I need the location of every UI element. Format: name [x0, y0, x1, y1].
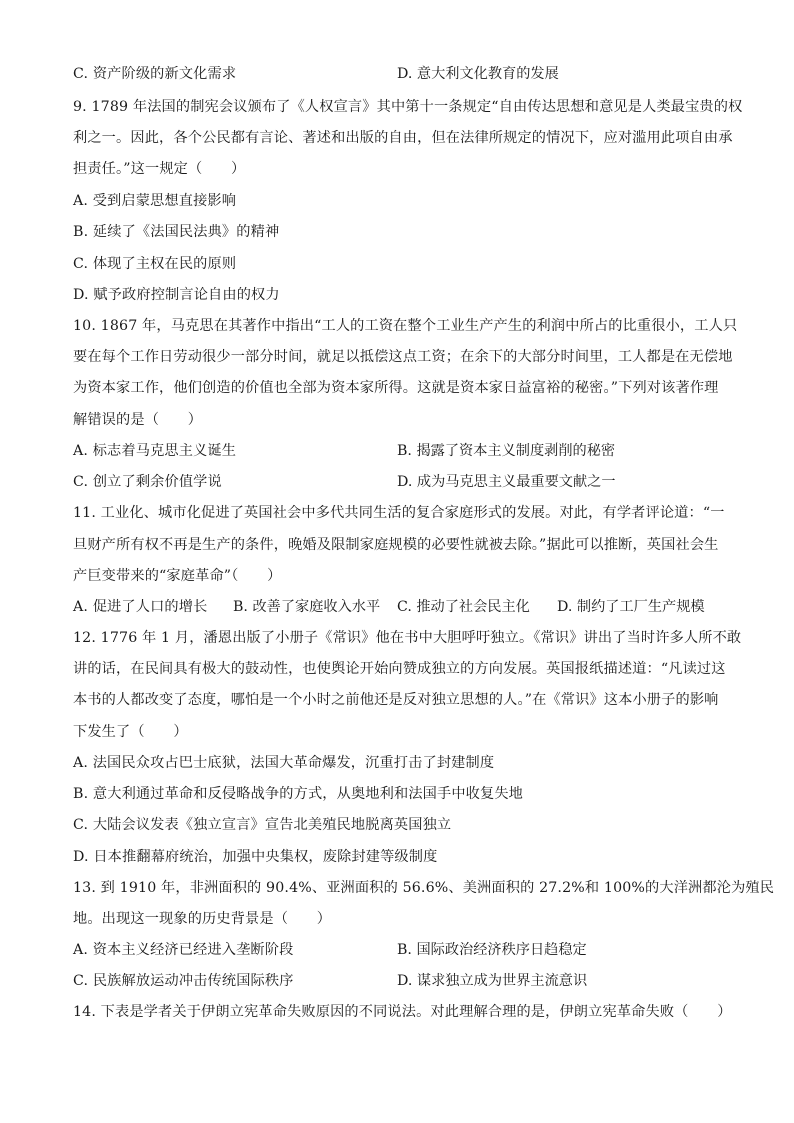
- q13-stem-line: 13. 到 1910 年，非洲面积的 90.4%、亚洲面积的 56.6%、美洲面积的 27.2%和 100%的大洋洲都沦为殖民: [73, 880, 775, 896]
- q11-option-a: A. 促进了人口的增长: [73, 599, 208, 615]
- q12-option-d: D. 日本推翻幕府统治，加强中央集权，废除封建等级制度: [73, 849, 438, 865]
- q12-option-a: A. 法国民众攻占巴士底狱，法国大革命爆发，沉重打击了封建制度: [73, 755, 495, 771]
- q11-option-b: B. 改善了家庭收入水平: [233, 599, 381, 615]
- q11-stem-line: 11. 工业化、城市化促进了英国社会中多代共同生活的复合家庭形式的发展。对此，有学者评论道：“一: [73, 505, 725, 521]
- q10-option-a: A. 标志着马克思主义诞生: [73, 443, 237, 459]
- q9-option-b: B. 延续了《法国民法典》的精神: [73, 224, 280, 240]
- q12-stem-line: 本书的人都改变了态度，哪怕是一个小时之前他还是反对独立思想的人。”在《常识》这本小册子的影响: [73, 692, 719, 708]
- q9-option-c: C. 体现了主权在民的原则: [73, 256, 237, 272]
- q11-stem-line: 旦财产所有权不再是生产的条件，晚婚及限制家庭规模的必要性就被去除。”据此可以推断，英国社会生: [73, 537, 719, 553]
- q10-stem-line: 要在每个工作日劳动很少一部分时间，就足以抵偿这点工资；在余下的大部分时间里，工人都是在无偿地: [73, 349, 733, 365]
- q13-option-a: A. 资本主义经济已经进入垄断阶段: [73, 942, 294, 958]
- q10-stem-line: 10. 1867 年，马克思在其著作中指出“工人的工资在整个工业生产产生的利润中所占的比重很小，工人只: [73, 318, 738, 334]
- q12-option-b: B. 意大利通过革命和反侵略战争的方式，从奥地利和法国手中收复失地: [73, 786, 524, 802]
- q10-stem-line: 解错误的是（ ）: [73, 412, 203, 428]
- q8-option-d: D. 意大利文化教育的发展: [397, 66, 559, 82]
- q12-stem-line: 下发生了（ ）: [73, 724, 188, 740]
- q12-option-c: C. 大陆会议发表《独立宣言》宣告北美殖民地脱离英国独立: [73, 817, 452, 833]
- q14-stem-line: 14. 下表是学者关于伊朗立宪革命失败原因的不同说法。对此理解合理的是，伊朗立宪革命失败（ ）: [73, 1004, 732, 1020]
- q13-stem-line: 地。出现这一现象的历史背景是（ ）: [73, 911, 332, 927]
- q9-option-a: A. 受到启蒙思想直接影响: [73, 193, 237, 209]
- q8-option-c: C. 资产阶级的新文化需求: [73, 66, 237, 82]
- q10-option-c: C. 创立了剩余价值学说: [73, 474, 222, 490]
- q10-option-d: D. 成为马克思主义最重要文献之一: [397, 474, 616, 490]
- q9-stem-line: 9. 1789 年法国的制宪会议颁布了《人权宣言》其中第十一条规定“自由传达思想和意见是人类最宝贵的权: [73, 99, 743, 115]
- q9-option-d: D. 赋予政府控制言论自由的权力: [73, 287, 280, 303]
- q11-stem-line: 产巨变带来的“家庭革命”（ ）: [73, 568, 282, 584]
- q9-stem-line: 利之一。因此，各个公民都有言论、著述和出版的自由，但在法律所规定的情况下，应对滥用此项自由承: [73, 130, 733, 146]
- q13-option-d: D. 谋求独立成为世界主流意识: [397, 973, 588, 989]
- q11-option-c: C. 推动了社会民主化: [397, 599, 530, 615]
- q11-option-d: D. 制约了工厂生产规模: [557, 599, 705, 615]
- q12-stem-line: 12. 1776 年 1 月，潘恩出版了小册子《常识》他在书中大胆呼吁独立。《常识》讲出了当时许多人所不敢: [73, 630, 742, 646]
- q12-stem-line: 讲的话，在民间具有极大的鼓动性，也使舆论开始向赞成独立的方向发展。英国报纸描述道：“凡读过这: [73, 661, 726, 677]
- q10-option-b: B. 揭露了资本主义制度剥削的秘密: [397, 443, 616, 459]
- q13-option-c: C. 民族解放运动冲击传统国际秩序: [73, 973, 294, 989]
- q13-option-b: B. 国际政治经济秩序日趋稳定: [397, 942, 587, 958]
- q9-stem-line: 担责任。”这一规定（ ）: [73, 161, 246, 177]
- q10-stem-line: 为资本家工作，他们创造的价值也全部为资本家所得。这就是资本家日益富裕的秘密。”下列对该著作理: [73, 380, 719, 396]
